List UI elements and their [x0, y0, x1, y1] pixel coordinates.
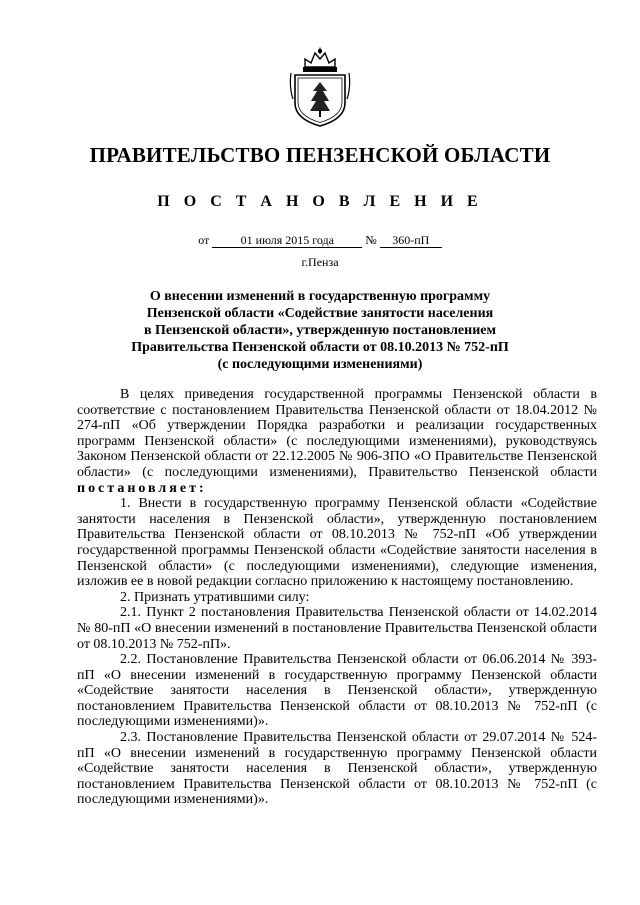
- coat-of-arms-icon: [289, 47, 351, 127]
- decree-date: 01 июля 2015 года: [212, 234, 362, 248]
- paragraph-2-3: 2.3. Постановление Правительства Пензенской области от 29.07.2014 № 524-пП «О внесении изменений в государственную программу Пензенской области «Содействие занятости населения в Пензенской области», утвержденную постановлением Правительства Пензенской области от 08.10.2013 № 752-пП (с последующими изменениями)».: [77, 730, 597, 808]
- title-line: в Пензенской области», утвержденную постановлением: [143, 323, 497, 338]
- decree-body: [77, 387, 597, 808]
- paragraph-1: 1. Внести в государственную программу Пензенской области «Содействие занятости населения в Пензенской области», утвержденную постановлением Правительства Пензенской области от 08.10.2013 № 752-пП «Об утверждении государственной программы Пензенской области «Содействие занятости населения в Пензенской области» (с последующими изменениями), следующие изменения, изложив ее в новой редакции согласно приложению к настоящему постановлению.: [77, 496, 597, 590]
- document-type: П О С Т А Н О В Л Е Н И Е: [157, 193, 483, 210]
- paragraph-2-1: 2.1. Пункт 2 постановления Правительства Пензенской области от 14.02.2014 № 80-пП «О внесении изменений в постановление Правительства Пензенской области от 08.10.2013 № 752-пП».: [77, 605, 597, 652]
- government-name: ПРАВИТЕЛЬСТВО ПЕНЗЕНСКОЙ ОБЛАСТИ: [89, 143, 551, 167]
- paragraph-2-2: 2.2. Постановление Правительства Пензенской области от 06.06.2014 № 393-пП «О внесении изменений в государственную программу Пензенской области «Содействие занятости населения в Пензенской области», утвержденную постановлением Правительства Пензенской области от 08.10.2013 № 752-пП (с последующими изменениями)».: [77, 652, 597, 730]
- title-line: Правительства Пензенской области от 08.10.2013 № 752-пП: [131, 340, 509, 355]
- decree-number: 360-пП: [380, 234, 442, 248]
- intro-paragraph: [77, 387, 597, 496]
- number-prefix: №: [365, 233, 377, 247]
- date-prefix: от: [198, 233, 210, 247]
- intro-text: В целях приведения государственной программы Пензенской области в соответствие с постановлением Правительства Пензенской области от 18.04.2012 № 274-пП «Об утверждении Порядка разработки и реализации государственных программ Пензенской области» (с последующими изменениями), руководствуясь Законом Пензенской области от 22.12.2005 № 906-ЗПО «О Правительстве Пензенской области» (с последующими изменениями), Правительство Пензенской области: [77, 387, 597, 480]
- decree-title: [100, 288, 540, 373]
- resolves-word: постановляет:: [77, 480, 207, 496]
- date-number-line: [0, 233, 640, 248]
- paragraph-2: 2. Признать утратившими силу:: [120, 589, 310, 605]
- title-line: Пензенской области «Содействие занятости населения: [146, 306, 494, 321]
- title-line: (с последующими изменениями): [217, 357, 423, 372]
- city-name: г.Пенза: [301, 255, 339, 269]
- title-line: О внесении изменений в государственную программу: [149, 289, 491, 304]
